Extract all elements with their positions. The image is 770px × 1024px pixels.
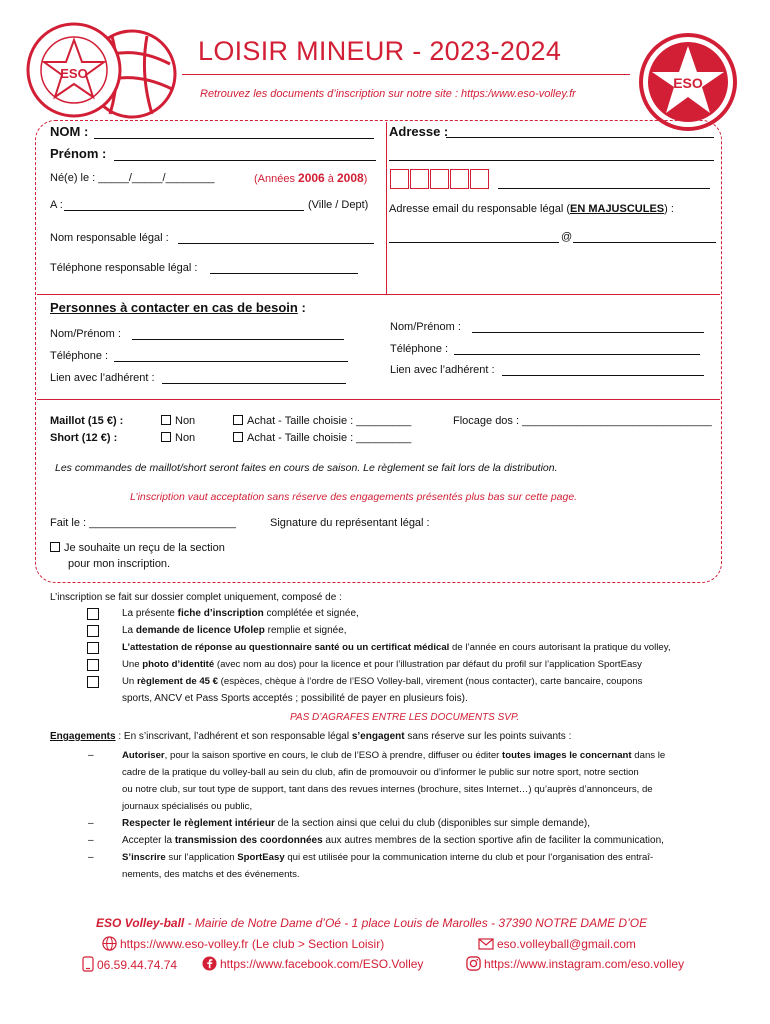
receipt-checkbox[interactable] bbox=[50, 542, 60, 552]
years-mid: à bbox=[324, 173, 337, 185]
maillot-achat-checkbox[interactable] bbox=[233, 415, 243, 425]
email-label-pre: Adresse email du responsable légal ( bbox=[389, 203, 570, 215]
dossier-checkbox-4[interactable] bbox=[87, 659, 99, 671]
dossier-item-4: Une photo d’identité (avec nom au dos) pour la licence et pour l’illustration par défaut du profil sur l’application SportEasy bbox=[122, 659, 642, 670]
dossier-intro: L’inscription se fait sur dossier complet uniquement, composé de : bbox=[50, 592, 342, 603]
contact1-tel-field[interactable] bbox=[114, 361, 348, 362]
birthplace-label: A : bbox=[50, 199, 63, 211]
adresse-label: Adresse : bbox=[389, 124, 449, 139]
contacts-heading bbox=[50, 300, 306, 315]
prenom-field[interactable] bbox=[114, 160, 376, 161]
no-staples-note: PAS D’AGRAFES ENTRE LES DOCUMENTS SVP. bbox=[290, 712, 520, 723]
responsable-field[interactable] bbox=[178, 243, 374, 244]
email-field-local[interactable] bbox=[389, 242, 559, 243]
nom-label: NOM : bbox=[50, 124, 89, 139]
dossier-item-1: La présente fiche d’inscription complétée et signée, bbox=[122, 608, 359, 619]
engagement-dash-2: – bbox=[88, 818, 94, 829]
birthdate-field[interactable]: Né(e) le : _____/_____/________ bbox=[50, 172, 215, 184]
footer-website[interactable]: https://www.eso-volley.fr (Le club > Section Loisir) bbox=[102, 936, 384, 954]
section-divider-1 bbox=[37, 294, 720, 295]
short-label: Short (12 €) : bbox=[50, 432, 118, 444]
page-title: LOISIR MINEUR - 2023-2024 bbox=[198, 36, 562, 66]
adresse-field-1[interactable] bbox=[446, 137, 714, 138]
birthplace-field[interactable] bbox=[64, 210, 304, 211]
engagement-dash-1: – bbox=[88, 750, 94, 761]
email-label bbox=[389, 203, 674, 215]
fait-le-field[interactable]: Fait le : ________________________ bbox=[50, 517, 236, 529]
engagements-intro: Engagements : En s’inscrivant, l’adhérent et son responsable légal s’engagent sans réserve sur les points suivants : bbox=[50, 731, 572, 742]
responsable-label: Nom responsable légal : bbox=[50, 232, 169, 244]
adresse-field-2[interactable] bbox=[389, 160, 714, 161]
contacts-heading-colon: : bbox=[297, 300, 306, 315]
years-note bbox=[254, 171, 367, 185]
email-field-domain[interactable] bbox=[573, 242, 716, 243]
contacts-heading-text: Personnes à contacter en cas de besoin bbox=[50, 300, 298, 315]
contact1-lien-field[interactable] bbox=[162, 383, 346, 384]
footer-phone[interactable]: 06.59.44.74.74 bbox=[82, 956, 177, 975]
title-underline bbox=[182, 74, 630, 75]
contact1-tel-label: Téléphone : bbox=[50, 350, 109, 362]
email-label-caps: EN MAJUSCULES bbox=[570, 203, 665, 215]
engagement-2: Respecter le règlement intérieur de la section ainsi que celui du club (disponibles sur simple demande), bbox=[122, 818, 591, 829]
engagement-dash-4: – bbox=[88, 852, 94, 863]
engagement-1: Autoriser, pour la saison sportive en cours, le club de l’ESO à prendre, diffuser ou éditer toutes images le concernant dans le cadre de la pratique du volley-ball au sein du club, afin de promouvoir ou d’informer le public sur notre sport, notre section ou notre club, sur tout type de support, tant dans des revues internes (brochure, sites Internet…) qu’auprès d’annonceurs, de journaux spécialisés ou public, bbox=[122, 750, 666, 812]
nom-field[interactable] bbox=[94, 138, 374, 139]
acceptance-note: L’inscription vaut acceptation sans réserve des engagements présentés plus bas sur cette page. bbox=[130, 491, 578, 503]
maillot-non-text: Non bbox=[175, 415, 196, 427]
short-non-text: Non bbox=[175, 432, 196, 444]
maillot-non-option[interactable] bbox=[161, 415, 195, 427]
engagement-4: S’inscrire sur l’application SportEasy qui est utilisée pour la communication interne du club et pour l’organisation des entraî- nements, des matchs et des événements. bbox=[122, 852, 654, 880]
dossier-item-3: L’attestation de réponse au questionnaire santé ou un certificat médical de l’année en cours autorisant la pratique du volley, bbox=[122, 642, 671, 653]
logo-left-text: ESO bbox=[60, 66, 88, 81]
receipt-text-1: Je souhaite un reçu de la section bbox=[64, 542, 225, 554]
city-field[interactable] bbox=[498, 188, 710, 189]
flocage-field[interactable]: Flocage dos : _______________________________ bbox=[453, 415, 712, 427]
maillot-achat-text: Achat - Taille choisie : _________ bbox=[247, 415, 412, 427]
email-at-sign: @ bbox=[561, 231, 573, 243]
dossier-checkbox-1[interactable] bbox=[87, 608, 99, 620]
contact2-lien-field[interactable] bbox=[502, 375, 704, 376]
column-divider bbox=[386, 122, 387, 294]
receipt-text-2: pour mon inscription. bbox=[68, 558, 171, 570]
dossier-checkbox-2[interactable] bbox=[87, 625, 99, 637]
contact2-tel-field[interactable] bbox=[454, 354, 700, 355]
club-logo-left bbox=[22, 14, 177, 126]
section-divider-2 bbox=[37, 399, 720, 400]
footer-instagram[interactable]: https://www.instagram.com/eso.volley bbox=[466, 956, 684, 974]
maillot-non-checkbox[interactable] bbox=[161, 415, 171, 425]
email-label-post: ) : bbox=[664, 203, 674, 215]
form-frame bbox=[35, 120, 722, 583]
contact2-nom-field[interactable] bbox=[472, 332, 704, 333]
short-non-checkbox[interactable] bbox=[161, 432, 171, 442]
subtitle: Retrouvez les documents d’inscription sur notre site : https:/www.eso-volley.fr bbox=[200, 88, 576, 100]
prenom-label: Prénom : bbox=[50, 146, 107, 161]
engagement-dash-3: – bbox=[88, 835, 94, 846]
footer-address: ESO Volley-ball - Mairie de Notre Dame d’Oé - 1 place Louis de Marolles - 37390 NOTRE DAME D’OE bbox=[96, 916, 648, 930]
contact1-nom-label: Nom/Prénom : bbox=[50, 328, 121, 340]
email-icon bbox=[478, 936, 494, 954]
telephone-responsable-label: Téléphone responsable légal : bbox=[50, 262, 198, 274]
contact2-nom-label: Nom/Prénom : bbox=[390, 321, 461, 333]
maillot-achat-option[interactable] bbox=[233, 415, 411, 427]
dossier-checkbox-5[interactable] bbox=[87, 676, 99, 688]
contact1-lien-label: Lien avec l’adhérent : bbox=[50, 372, 155, 384]
years-suffix: ) bbox=[363, 173, 368, 185]
short-achat-checkbox[interactable] bbox=[233, 432, 243, 442]
globe-icon bbox=[102, 936, 117, 954]
phone-icon bbox=[82, 956, 94, 975]
short-non-option[interactable] bbox=[161, 432, 195, 444]
contact2-tel-label: Téléphone : bbox=[390, 343, 449, 355]
footer-facebook[interactable]: https://www.facebook.com/ESO.Volley bbox=[202, 956, 423, 974]
year-to: 2008 bbox=[336, 171, 364, 185]
years-prefix: (Années bbox=[254, 173, 299, 185]
logo-right-text: ESO bbox=[673, 75, 703, 91]
short-achat-option[interactable] bbox=[233, 432, 411, 444]
short-achat-text: Achat - Taille choisie : _________ bbox=[247, 432, 412, 444]
instagram-icon bbox=[466, 956, 481, 974]
postcode-boxes[interactable] bbox=[390, 169, 490, 189]
contact1-nom-field[interactable] bbox=[132, 339, 344, 340]
footer-email[interactable]: eso.volleyball@gmail.com bbox=[478, 936, 636, 954]
ville-dept-label: (Ville / Dept) bbox=[308, 199, 369, 211]
signature-label: Signature du représentant légal : bbox=[270, 517, 430, 529]
telephone-responsable-field[interactable] bbox=[210, 273, 358, 274]
contact2-lien-label: Lien avec l’adhérent : bbox=[390, 364, 495, 376]
receipt-option[interactable] bbox=[50, 542, 225, 554]
dossier-checkbox-3[interactable] bbox=[87, 642, 99, 654]
dossier-item-5: Un règlement de 45 € (espèces, chèque à l’ordre de l’ESO Volley-ball, virement (nous contacter), carte bancaire, coupons bbox=[122, 676, 643, 687]
engagement-3: Accepter la transmission des coordonnées aux autres membres de la section sportive afin de faciliter la communication, bbox=[122, 835, 664, 846]
maillot-label: Maillot (15 €) : bbox=[50, 415, 124, 427]
orders-note: Les commandes de maillot/short seront faites en cours de saison. Le règlement se fait lors de la distribution. bbox=[55, 462, 558, 474]
dossier-item-5-continued: sports, ANCV et Pass Sports acceptés ; possibilité de payer en plusieurs fois). bbox=[122, 693, 468, 704]
year-from: 2006 bbox=[298, 171, 325, 185]
dossier-item-2: La demande de licence Ufolep remplie et signée, bbox=[122, 625, 347, 636]
club-logo-right bbox=[636, 30, 740, 134]
facebook-icon bbox=[202, 956, 217, 974]
